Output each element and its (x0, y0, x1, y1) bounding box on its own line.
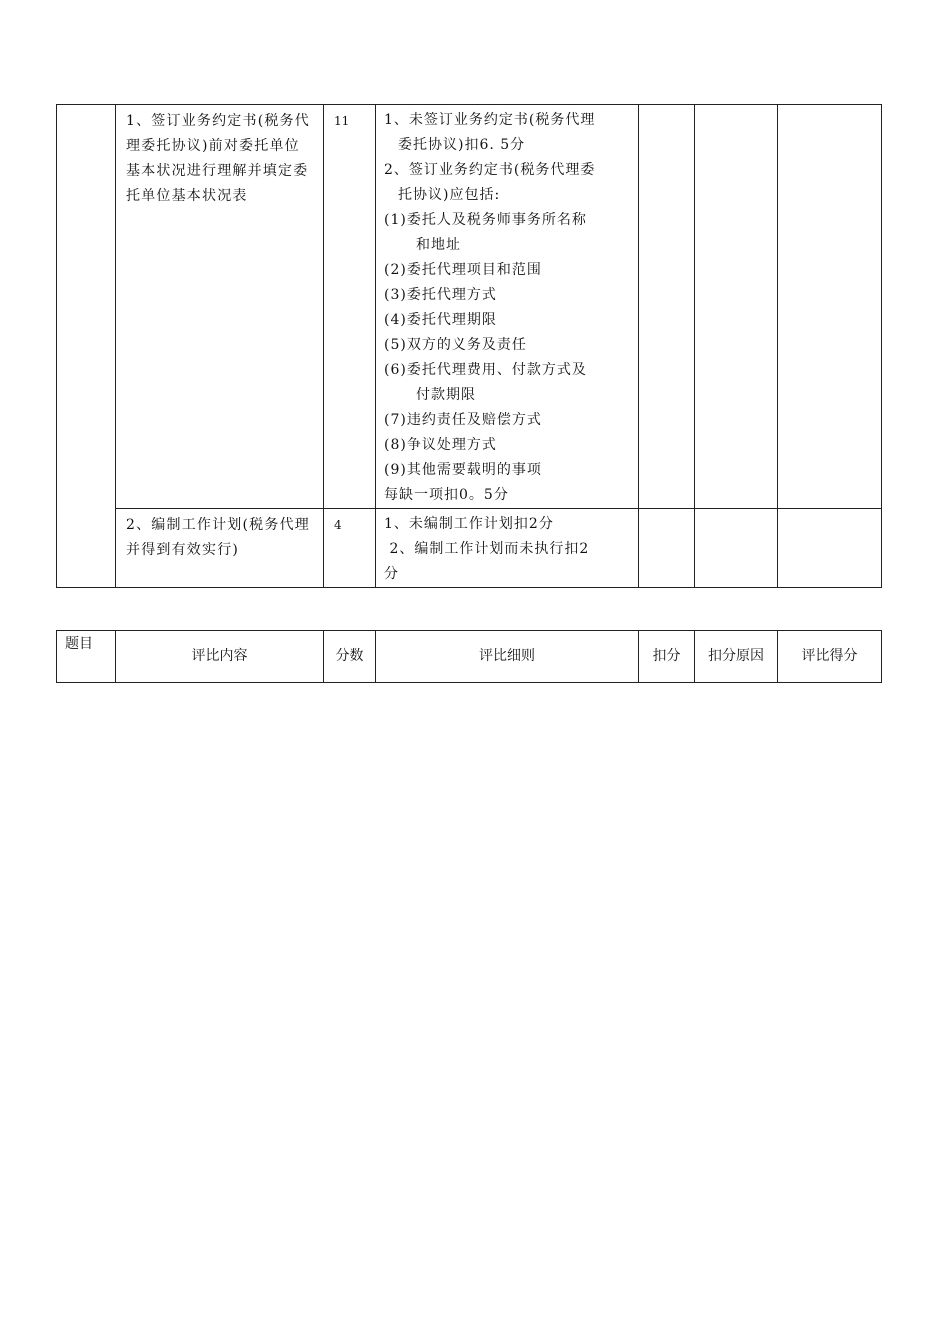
rules-cell (376, 105, 639, 509)
rules-list (376, 509, 638, 587)
topic-cell (57, 105, 116, 588)
rule-line: (9)其他需要载明的事项 (384, 462, 542, 478)
rule-line: 1、未编制工作计划扣2分 (384, 516, 554, 532)
score-cell: 11 (324, 105, 376, 509)
deduction-cell (639, 105, 695, 509)
rules-list (376, 105, 638, 508)
header-row (57, 631, 882, 683)
header-content: 评比内容 (116, 631, 324, 683)
reason-cell (695, 509, 778, 588)
table-row (57, 509, 882, 588)
header-rules: 评比细则 (376, 631, 639, 683)
header-final-score: 评比得分 (778, 631, 882, 683)
rule-line: (5)双方的义务及责任 (384, 337, 527, 353)
header-score: 分数 (324, 631, 376, 683)
rule-line: (7)违约责任及赔偿方式 (384, 412, 542, 428)
content-cell: 1、签订业务约定书(税务代理委托协议)前对委托单位基本状况进行理解并填定委托单位基本状况表 (116, 105, 324, 509)
rule-line: 1、未签订业务约定书(税务代理 (384, 112, 596, 128)
header-deduction: 扣分 (639, 631, 695, 683)
final-score-cell (778, 105, 882, 509)
rule-line: 分 (384, 566, 399, 582)
rule-line: (1)委托人及税务师事务所名称 (384, 212, 587, 228)
rule-line: 和地址 (416, 237, 461, 253)
evaluation-table (56, 104, 882, 588)
rule-line: (2)委托代理项目和范围 (384, 262, 542, 278)
deduction-cell (639, 509, 695, 588)
rule-line: (8)争议处理方式 (384, 437, 497, 453)
rule-line: 委托协议)扣6. 5分 (398, 137, 526, 153)
final-score-cell (778, 509, 882, 588)
header-topic: 题目 (57, 631, 116, 683)
score-cell: 4 (324, 509, 376, 588)
table-row (57, 105, 882, 509)
header-table (56, 630, 882, 683)
rule-line: 托协议)应包括: (398, 187, 501, 203)
content-cell: 2、编制工作计划(税务代理并得到有效实行) (116, 509, 324, 588)
rule-line: 2、签订业务约定书(税务代理委 (384, 162, 596, 178)
rule-line: (4)委托代理期限 (384, 312, 497, 328)
rule-line: 每缺一项扣0。5分 (384, 487, 509, 503)
rules-cell (376, 509, 639, 588)
reason-cell (695, 105, 778, 509)
header-reason: 扣分原因 (695, 631, 778, 683)
rule-line: 2、编制工作计划而未执行扣2 (384, 541, 590, 557)
rule-line: 付款期限 (416, 387, 476, 403)
rule-line: (6)委托代理费用、付款方式及 (384, 362, 587, 378)
rule-line: (3)委托代理方式 (384, 287, 497, 303)
